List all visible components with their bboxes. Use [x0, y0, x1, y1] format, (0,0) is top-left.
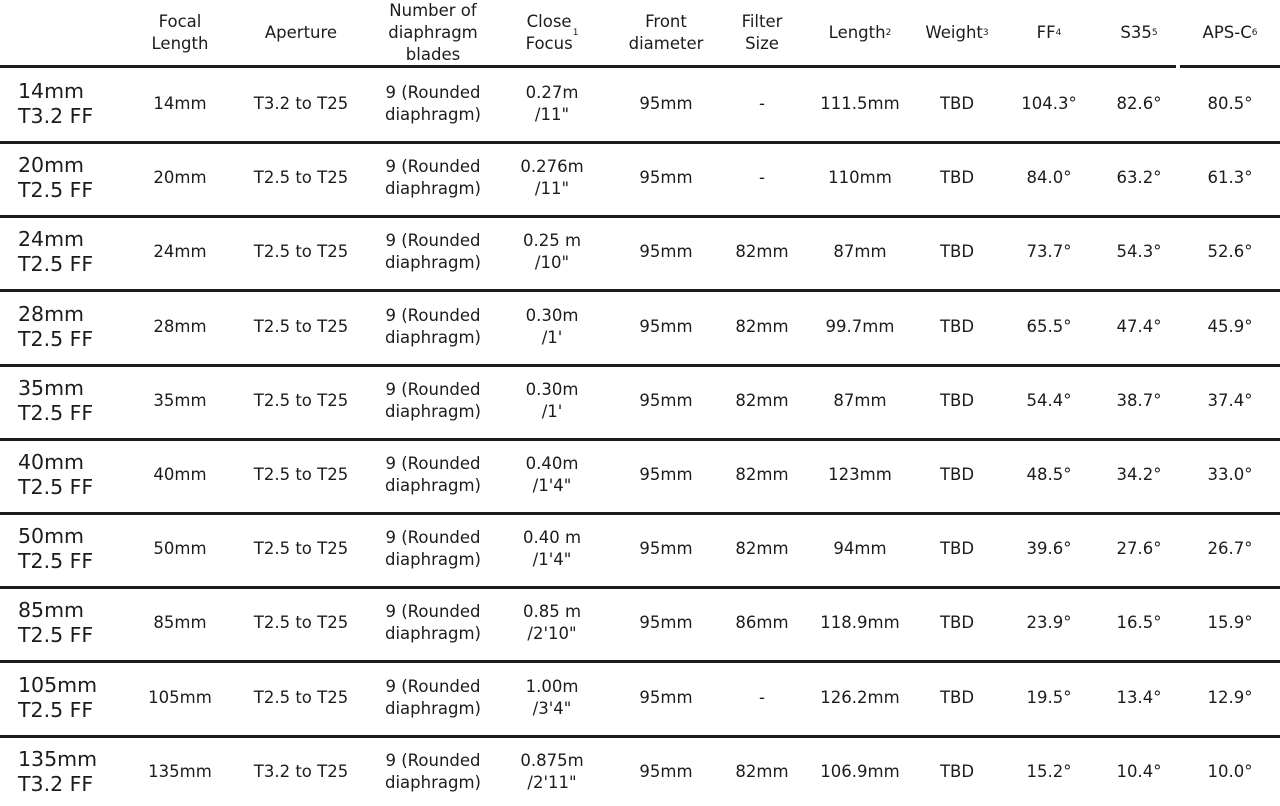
cell-blades: 9 (Rounded diaphragm): [385, 83, 481, 124]
header-s35: S35 5: [1120, 23, 1158, 42]
cell-filter: 82mm: [735, 465, 789, 484]
header-close: Close Focus 1: [525, 12, 579, 53]
table-row: [0, 365, 1280, 437]
cell-length: 118.9mm: [820, 613, 900, 632]
cell-focal: 105mm: [148, 688, 212, 707]
lens-name: 24mm T2.5 FF: [18, 227, 94, 276]
cell-aperture: T3.2 to T25: [253, 762, 349, 781]
cell-close: 0.40 m /1'4": [522, 528, 582, 569]
cell-apsc: 52.6°: [1207, 242, 1253, 261]
cell-aperture: T2.5 to T25: [253, 539, 349, 558]
header-blades: [376, 0, 490, 66]
cell-weight: TBD: [939, 688, 975, 707]
header-name: [0, 0, 134, 66]
cell-front: 95mm: [639, 613, 693, 632]
cell-blades: 9 (Rounded diaphragm): [385, 306, 481, 347]
header-focal-label: Focal Length: [151, 12, 209, 53]
cell-focal: 20mm: [153, 168, 207, 187]
cell-blades: 9 (Rounded diaphragm): [385, 602, 481, 643]
header-front-label: Front diameter: [628, 12, 704, 53]
header-s35-label: S35: [1120, 23, 1152, 42]
cell-apsc: 45.9°: [1207, 317, 1253, 336]
cell-blades: 9 (Rounded diaphragm): [385, 677, 481, 718]
cell-close: 0.85 m /2'10": [522, 602, 582, 643]
cell-weight: TBD: [939, 539, 975, 558]
cell-blades: 9 (Rounded diaphragm): [385, 454, 481, 495]
cell-blades: 9 (Rounded diaphragm): [385, 157, 481, 198]
table-row: [0, 662, 1280, 734]
lens-name: 14mm T3.2 FF: [18, 79, 94, 128]
cell-ff: 73.7°: [1026, 242, 1072, 261]
cell-front: 95mm: [639, 762, 693, 781]
header-close-label: Close Focus: [525, 12, 573, 53]
lens-name: 105mm T2.5 FF: [18, 673, 98, 722]
cell-front: 95mm: [639, 539, 693, 558]
header-filter-label: Filter Size: [741, 12, 783, 53]
cell-aperture: T2.5 to T25: [253, 688, 349, 707]
cell-filter: -: [759, 688, 765, 707]
cell-filter: 82mm: [735, 317, 789, 336]
cell-blades: 9 (Rounded diaphragm): [385, 380, 481, 421]
cell-front: 95mm: [639, 391, 693, 410]
cell-aperture: T2.5 to T25: [253, 242, 349, 261]
cell-s35: 34.2°: [1116, 465, 1162, 484]
header-front: [614, 0, 718, 66]
cell-ff: 54.4°: [1026, 391, 1072, 410]
cell-blades: 9 (Rounded diaphragm): [385, 231, 481, 272]
lens-name: 35mm T2.5 FF: [18, 376, 94, 425]
cell-close: 1.00m /3'4": [525, 677, 579, 718]
cell-front: 95mm: [639, 94, 693, 113]
cell-front: 95mm: [639, 168, 693, 187]
table-row: [0, 513, 1280, 585]
cell-focal: 50mm: [153, 539, 207, 558]
cell-blades: 9 (Rounded diaphragm): [385, 528, 481, 569]
cell-weight: TBD: [939, 465, 975, 484]
table-row: [0, 142, 1280, 214]
table-row: [0, 736, 1280, 806]
cell-s35: 82.6°: [1116, 94, 1162, 113]
cell-length: 126.2mm: [820, 688, 900, 707]
header-aperture: [226, 0, 376, 66]
cell-aperture: T2.5 to T25: [253, 613, 349, 632]
header-aperture-label: Aperture: [264, 23, 338, 42]
cell-ff: 39.6°: [1026, 539, 1072, 558]
lens-name: 28mm T2.5 FF: [18, 302, 94, 351]
cell-front: 95mm: [639, 688, 693, 707]
cell-ff: 104.3°: [1021, 94, 1077, 113]
table-row: [0, 587, 1280, 659]
cell-filter: 82mm: [735, 762, 789, 781]
cell-aperture: T3.2 to T25: [253, 94, 349, 113]
cell-apsc: 80.5°: [1207, 94, 1253, 113]
lens-name: 135mm T3.2 FF: [18, 747, 98, 796]
cell-filter: 82mm: [735, 242, 789, 261]
cell-close: 0.30m /1': [525, 380, 579, 421]
cell-apsc: 15.9°: [1207, 613, 1253, 632]
cell-apsc: 26.7°: [1207, 539, 1253, 558]
header-weight: Weight 3: [925, 23, 989, 42]
table-row: [0, 68, 1280, 140]
cell-length: 123mm: [828, 465, 892, 484]
cell-s35: 38.7°: [1116, 391, 1162, 410]
cell-apsc: 33.0°: [1207, 465, 1253, 484]
cell-focal: 14mm: [153, 94, 207, 113]
cell-focal: 135mm: [148, 762, 212, 781]
table-header: [0, 0, 1280, 66]
cell-front: 95mm: [639, 465, 693, 484]
cell-weight: TBD: [939, 317, 975, 336]
cell-length: 87mm: [833, 391, 887, 410]
cell-s35: 27.6°: [1116, 539, 1162, 558]
cell-weight: TBD: [939, 242, 975, 261]
table-row: [0, 216, 1280, 288]
cell-filter: 82mm: [735, 539, 789, 558]
cell-focal: 24mm: [153, 242, 207, 261]
cell-length: 106.9mm: [820, 762, 900, 781]
header-length-label: Length: [828, 23, 886, 42]
header-blades-label: Number of diaphragm blades: [388, 1, 478, 64]
cell-focal: 28mm: [153, 317, 207, 336]
header-length: Length 2: [828, 23, 892, 42]
cell-ff: 48.5°: [1026, 465, 1072, 484]
cell-focal: 35mm: [153, 391, 207, 410]
cell-weight: TBD: [939, 168, 975, 187]
cell-length: 110mm: [828, 168, 892, 187]
cell-filter: 86mm: [735, 613, 789, 632]
cell-s35: 54.3°: [1116, 242, 1162, 261]
lens-name: 20mm T2.5 FF: [18, 153, 94, 202]
cell-weight: TBD: [939, 391, 975, 410]
header-weight-label: Weight: [925, 23, 983, 42]
cell-s35: 10.4°: [1116, 762, 1162, 781]
header-focal: [134, 0, 226, 66]
cell-s35: 16.5°: [1116, 613, 1162, 632]
header-apsc: APS-C 6: [1202, 23, 1258, 42]
header-filter: [718, 0, 806, 66]
table-row: [0, 291, 1280, 363]
cell-length: 111.5mm: [820, 94, 900, 113]
table-row: [0, 439, 1280, 511]
cell-ff: 65.5°: [1026, 317, 1072, 336]
cell-close: 0.40m /1'4": [525, 454, 579, 495]
cell-close: 0.27m /11": [525, 83, 579, 124]
cell-apsc: 37.4°: [1207, 391, 1253, 410]
cell-filter: -: [759, 168, 765, 187]
cell-weight: TBD: [939, 762, 975, 781]
cell-close: 0.25 m /10": [522, 231, 582, 272]
cell-apsc: 10.0°: [1207, 762, 1253, 781]
cell-weight: TBD: [939, 94, 975, 113]
cell-length: 87mm: [833, 242, 887, 261]
cell-close: 0.875m /2'11": [520, 751, 584, 792]
cell-blades: 9 (Rounded diaphragm): [385, 751, 481, 792]
cell-focal: 85mm: [153, 613, 207, 632]
lens-name: 50mm T2.5 FF: [18, 524, 94, 573]
cell-front: 95mm: [639, 242, 693, 261]
cell-filter: 82mm: [735, 391, 789, 410]
cell-close: 0.30m /1': [525, 306, 579, 347]
cell-weight: TBD: [939, 613, 975, 632]
cell-s35: 13.4°: [1116, 688, 1162, 707]
cell-apsc: 12.9°: [1207, 688, 1253, 707]
cell-length: 99.7mm: [825, 317, 895, 336]
header-ff: FF 4: [1036, 23, 1062, 42]
header-apsc-label: APS-C: [1202, 23, 1252, 42]
cell-ff: 19.5°: [1026, 688, 1072, 707]
lens-name: 40mm T2.5 FF: [18, 450, 94, 499]
cell-aperture: T2.5 to T25: [253, 465, 349, 484]
cell-ff: 23.9°: [1026, 613, 1072, 632]
cell-aperture: T2.5 to T25: [253, 317, 349, 336]
header-ff-label: FF: [1036, 23, 1056, 42]
cell-length: 94mm: [833, 539, 887, 558]
cell-s35: 63.2°: [1116, 168, 1162, 187]
cell-focal: 40mm: [153, 465, 207, 484]
lens-name: 85mm T2.5 FF: [18, 598, 94, 647]
cell-apsc: 61.3°: [1207, 168, 1253, 187]
cell-close: 0.276m /11": [520, 157, 584, 198]
cell-ff: 15.2°: [1026, 762, 1072, 781]
cell-front: 95mm: [639, 317, 693, 336]
cell-filter: -: [759, 94, 765, 113]
cell-aperture: T2.5 to T25: [253, 391, 349, 410]
cell-aperture: T2.5 to T25: [253, 168, 349, 187]
cell-s35: 47.4°: [1116, 317, 1162, 336]
cell-ff: 84.0°: [1026, 168, 1072, 187]
